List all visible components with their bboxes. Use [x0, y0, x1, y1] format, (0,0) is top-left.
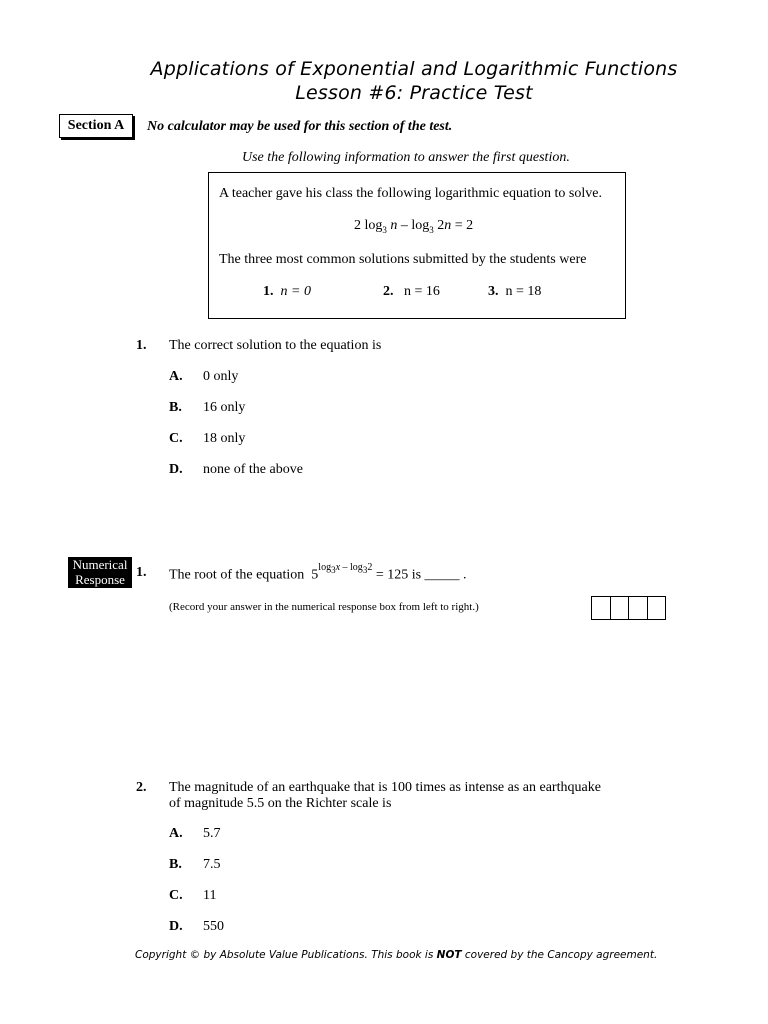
q1-option-letter: D.: [169, 462, 183, 477]
q1-option-value: 18 only: [203, 431, 246, 446]
response-digit-box[interactable]: [592, 597, 611, 619]
info-box-line2: The three most common solutions submitted by the students were: [219, 252, 587, 267]
solution-1: 1. n = 0: [263, 284, 311, 299]
q2-text-line1: The magnitude of an earthquake that is 100 times as intense as an earthquake: [169, 780, 601, 795]
page-subtitle: Lesson #6: Practice Test: [295, 82, 533, 104]
q2-option-value: 550: [203, 919, 224, 934]
section-note: No calculator may be used for this section of the test.: [147, 119, 453, 134]
response-digit-box[interactable]: [648, 597, 666, 619]
nr1-number: 1.: [136, 565, 147, 580]
q1-text: The correct solution to the equation is: [169, 338, 382, 353]
q1-option-value: 16 only: [203, 400, 246, 415]
q2-option-letter: B.: [169, 857, 182, 872]
q2-option-value: 5.7: [203, 826, 221, 841]
q1-number: 1.: [136, 338, 147, 353]
q1-option-letter: C.: [169, 431, 183, 446]
q2-option-letter: C.: [169, 888, 183, 903]
nr1-instruction: (Record your answer in the numerical response box from left to right.): [169, 601, 479, 613]
q1-option-value: none of the above: [203, 462, 303, 477]
numerical-response-boxes[interactable]: [591, 596, 666, 620]
q1-option-value: 0 only: [203, 369, 239, 384]
section-label: Section A: [59, 114, 133, 138]
response-digit-box[interactable]: [629, 597, 648, 619]
q2-option-letter: D.: [169, 919, 183, 934]
intro-text: Use the following information to answer the first question.: [242, 150, 570, 165]
q2-number: 2.: [136, 780, 147, 795]
q1-option-letter: B.: [169, 400, 182, 415]
q2-text-line2: of magnitude 5.5 on the Richter scale is: [169, 796, 392, 811]
q2-option-value: 11: [203, 888, 217, 903]
numerical-response-badge: Numerical Response: [68, 557, 132, 588]
page-title: Applications of Exponential and Logarithmic Functions: [150, 58, 678, 80]
info-box-line1: A teacher gave his class the following logarithmic equation to solve.: [219, 186, 602, 201]
solution-3: 3. n = 18: [488, 284, 542, 299]
q1-option-letter: A.: [169, 369, 183, 384]
nr1-text: The root of the equation $5^{log_3x - log_32} = 125$ is _____ .: [169, 562, 467, 583]
copyright-footer: Copyright © by Absolute Value Publications. This book is NOT covered by the Cancopy agreement.: [135, 949, 658, 961]
log-equation: 2 $\log_3 n - \log_3 2n = 2$: [354, 218, 474, 235]
solution-2: 2. n = 16: [383, 284, 440, 299]
q2-option-letter: A.: [169, 826, 183, 841]
q2-option-value: 7.5: [203, 857, 221, 872]
response-digit-box[interactable]: [611, 597, 630, 619]
